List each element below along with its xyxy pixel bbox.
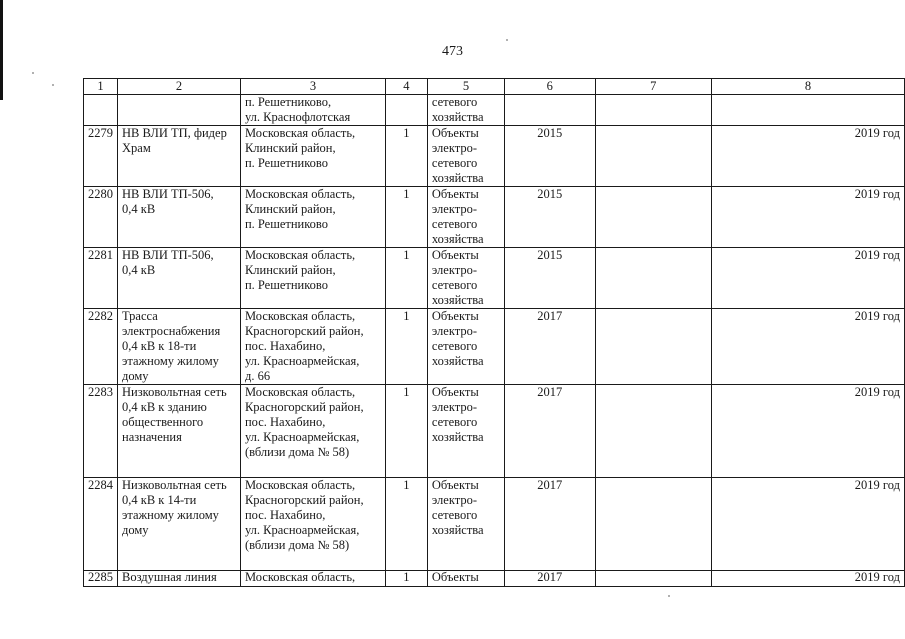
object-name-cell — [118, 126, 241, 187]
object-type-line: Объекты — [431, 187, 479, 201]
object-address-line: Красногорский район, — [244, 400, 364, 414]
commission-year: 2017 — [537, 309, 563, 323]
object-address-line: (вблизи дома № 58) — [244, 445, 350, 459]
term-year: 2019 год — [854, 248, 900, 262]
object-name-line: 0,4 кВ к 14-ти — [122, 493, 197, 507]
row-number-cell — [84, 385, 118, 478]
commission-year: 2015 — [537, 248, 563, 262]
row-number: 2281 — [88, 248, 113, 262]
quantity: 1 — [403, 309, 410, 323]
object-type-line: электро- — [431, 202, 478, 216]
quantity-cell — [385, 187, 427, 248]
quantity-cell — [385, 95, 427, 126]
object-name-line: назначения — [122, 430, 182, 444]
commission-year: 2015 — [537, 187, 563, 201]
page-number: 473 — [442, 44, 463, 59]
object-address-line: ул. Красноармейская, — [244, 430, 360, 444]
object-address-line: Красногорский район, — [244, 493, 364, 507]
object-type-line: электро- — [431, 324, 478, 338]
object-type-line: хозяйства — [431, 171, 484, 185]
object-type-cell — [427, 248, 504, 309]
commission-year-cell — [505, 95, 596, 126]
table-body — [84, 79, 905, 587]
object-name-line: Воздушная линия — [122, 570, 217, 584]
object-type-line: Объекты — [431, 248, 479, 262]
column-7-value-cell — [595, 187, 711, 248]
column-7-value-cell — [595, 385, 711, 478]
object-address-line: Московская область, — [244, 187, 356, 201]
quantity: 1 — [403, 385, 410, 399]
object-name-cell — [118, 478, 241, 571]
object-name-line: дому — [122, 523, 149, 537]
table-row — [84, 248, 905, 309]
term-year: 2019 год — [854, 126, 900, 140]
object-type-line: хозяйства — [431, 354, 484, 368]
object-name-cell — [118, 95, 241, 126]
object-name-line: Трасса — [122, 309, 158, 323]
object-name-line: Храм — [122, 141, 151, 155]
object-address-line: п. Решетниково — [244, 278, 328, 292]
object-name-cell — [118, 248, 241, 309]
term-year-cell — [711, 571, 904, 587]
header-cell-8: 8 — [711, 79, 904, 95]
table-row — [84, 187, 905, 248]
object-name-line: этажному жилому — [122, 508, 219, 522]
commission-year-cell — [505, 248, 596, 309]
object-address-line: пос. Нахабино, — [244, 339, 326, 353]
row-number-cell — [84, 187, 118, 248]
table-row — [84, 126, 905, 187]
quantity: 1 — [403, 126, 410, 140]
object-address-line: ул. Краснофлотская — [244, 110, 351, 124]
object-type-line: электро- — [431, 400, 478, 414]
quantity-cell — [385, 126, 427, 187]
scan-speck — [52, 84, 54, 86]
registry-table — [83, 78, 905, 587]
object-name-line: 0,4 кВ к зданию — [122, 400, 207, 414]
table-header-row — [84, 79, 905, 95]
term-year: 2019 год — [854, 570, 900, 584]
commission-year-cell — [505, 126, 596, 187]
object-type-line: Объекты — [431, 478, 479, 492]
column-7-value-cell — [595, 571, 711, 587]
object-name-line: общественного — [122, 415, 204, 429]
object-name-line: 0,4 кВ — [122, 263, 156, 277]
object-address-line: ул. Красноармейская, — [244, 523, 360, 537]
object-address-line: Московская область, — [244, 570, 356, 584]
table-row — [84, 478, 905, 571]
object-type-line: хозяйства — [431, 293, 484, 307]
row-number: 2284 — [88, 478, 113, 492]
row-number-cell — [84, 571, 118, 587]
object-type-line: сетевого — [431, 339, 478, 353]
quantity-cell — [385, 385, 427, 478]
table-row — [84, 95, 905, 126]
object-name-cell — [118, 309, 241, 385]
commission-year: 2017 — [537, 478, 563, 492]
object-type-cell — [427, 95, 504, 126]
object-name-line: Низковольтная сеть — [122, 478, 227, 492]
object-address-line: п. Решетниково — [244, 156, 328, 170]
header-cell-6: 6 — [505, 79, 596, 95]
quantity: 1 — [403, 478, 410, 492]
scan-speck — [668, 595, 670, 597]
quantity-cell — [385, 478, 427, 571]
object-address-cell — [240, 187, 385, 248]
object-address-line: Клинский район, — [244, 263, 336, 277]
term-year-cell — [711, 248, 904, 309]
quantity: 1 — [403, 570, 410, 584]
header-cell-1: 1 — [84, 79, 118, 95]
object-address-line: ул. Красноармейская, — [244, 354, 360, 368]
commission-year: 2015 — [537, 126, 563, 140]
object-name-line: НВ ВЛИ ТП-506, — [122, 187, 214, 201]
object-address-cell — [240, 248, 385, 309]
commission-year-cell — [505, 385, 596, 478]
object-type-cell — [427, 385, 504, 478]
object-type-line: хозяйства — [431, 523, 484, 537]
object-type-cell — [427, 309, 504, 385]
row-number-cell — [84, 126, 118, 187]
object-type-line: Объекты — [431, 309, 479, 323]
object-address-line: Красногорский район, — [244, 324, 364, 338]
object-address-cell — [240, 95, 385, 126]
commission-year: 2017 — [537, 570, 563, 584]
scan-speck — [32, 72, 34, 74]
row-number-cell — [84, 95, 118, 126]
term-year-cell — [711, 478, 904, 571]
object-name-line: этажному жилому — [122, 354, 219, 368]
object-type-line: Объекты — [431, 385, 479, 399]
object-type-line: Объекты — [431, 126, 479, 140]
column-7-value-cell — [595, 248, 711, 309]
quantity: 1 — [403, 248, 410, 262]
object-type-line: хозяйства — [431, 110, 484, 124]
row-number-cell — [84, 309, 118, 385]
commission-year-cell — [505, 309, 596, 385]
object-name-cell — [118, 187, 241, 248]
object-name-line: Низковольтная сеть — [122, 385, 227, 399]
row-number: 2280 — [88, 187, 113, 201]
object-type-line: сетевого — [431, 508, 478, 522]
object-type-line: сетевого — [431, 415, 478, 429]
term-year-cell — [711, 95, 904, 126]
header-cell-7: 7 — [595, 79, 711, 95]
header-cell-4: 4 — [385, 79, 427, 95]
row-number: 2283 — [88, 385, 113, 399]
object-address-line: п. Решетниково — [244, 217, 328, 231]
object-type-line: хозяйства — [431, 232, 484, 246]
term-year: 2019 год — [854, 309, 900, 323]
commission-year-cell — [505, 571, 596, 587]
object-type-cell — [427, 187, 504, 248]
object-address-line: Клинский район, — [244, 141, 336, 155]
row-number-cell — [84, 248, 118, 309]
object-address-line: пос. Нахабино, — [244, 415, 326, 429]
table-row — [84, 309, 905, 385]
row-number: 2285 — [88, 570, 113, 584]
column-7-value-cell — [595, 95, 711, 126]
term-year-cell — [711, 309, 904, 385]
object-type-line: электро- — [431, 141, 478, 155]
header-cell-5: 5 — [427, 79, 504, 95]
commission-year-cell — [505, 478, 596, 571]
object-address-line: д. 66 — [244, 369, 271, 383]
term-year-cell — [711, 385, 904, 478]
object-type-cell — [427, 571, 504, 587]
object-name-line: электроснабжения — [122, 324, 221, 338]
term-year-cell — [711, 126, 904, 187]
object-address-cell — [240, 571, 385, 587]
object-address-cell — [240, 126, 385, 187]
object-address-cell — [240, 478, 385, 571]
object-name-line: НВ ВЛИ ТП, фидер — [122, 126, 227, 140]
object-address-line: Клинский район, — [244, 202, 336, 216]
object-type-cell — [427, 478, 504, 571]
term-year: 2019 год — [854, 478, 900, 492]
column-7-value-cell — [595, 126, 711, 187]
object-name-line: НВ ВЛИ ТП-506, — [122, 248, 214, 262]
object-address-line: Московская область, — [244, 385, 356, 399]
commission-year-cell — [505, 187, 596, 248]
term-year-cell — [711, 187, 904, 248]
object-type-line: сетевого — [431, 278, 478, 292]
object-address-line: пос. Нахабино, — [244, 508, 326, 522]
object-name-cell — [118, 385, 241, 478]
object-name-line: 0,4 кВ к 18-ти — [122, 339, 197, 353]
column-7-value-cell — [595, 478, 711, 571]
scan-speck — [506, 39, 508, 41]
object-type-line: электро- — [431, 263, 478, 277]
object-address-line: Московская область, — [244, 309, 356, 323]
object-name-cell — [118, 571, 241, 587]
object-address-line: Московская область, — [244, 478, 356, 492]
object-address-line: Московская область, — [244, 248, 356, 262]
quantity-cell — [385, 248, 427, 309]
commission-year: 2017 — [537, 385, 563, 399]
object-address-line: (вблизи дома № 58) — [244, 538, 350, 552]
row-number: 2279 — [88, 126, 113, 140]
quantity: 1 — [403, 187, 410, 201]
header-cell-3: 3 — [240, 79, 385, 95]
object-address-line: п. Решетниково, — [244, 95, 332, 109]
table-row — [84, 385, 905, 478]
header-cell-2: 2 — [118, 79, 241, 95]
object-name-line: дому — [122, 369, 149, 383]
object-type-cell — [427, 126, 504, 187]
quantity-cell — [385, 309, 427, 385]
object-type-line: сетевого — [431, 95, 478, 109]
object-address-cell — [240, 385, 385, 478]
quantity-cell — [385, 571, 427, 587]
object-type-line: сетевого — [431, 217, 478, 231]
row-number: 2282 — [88, 309, 113, 323]
term-year: 2019 год — [854, 385, 900, 399]
object-type-line: сетевого — [431, 156, 478, 170]
object-type-line: Объекты — [431, 570, 479, 584]
object-type-line: хозяйства — [431, 430, 484, 444]
object-address-line: Московская область, — [244, 126, 356, 140]
row-number-cell — [84, 478, 118, 571]
table-row — [84, 571, 905, 587]
object-name-line: 0,4 кВ — [122, 202, 156, 216]
object-address-cell — [240, 309, 385, 385]
term-year: 2019 год — [854, 187, 900, 201]
column-7-value-cell — [595, 309, 711, 385]
object-type-line: электро- — [431, 493, 478, 507]
